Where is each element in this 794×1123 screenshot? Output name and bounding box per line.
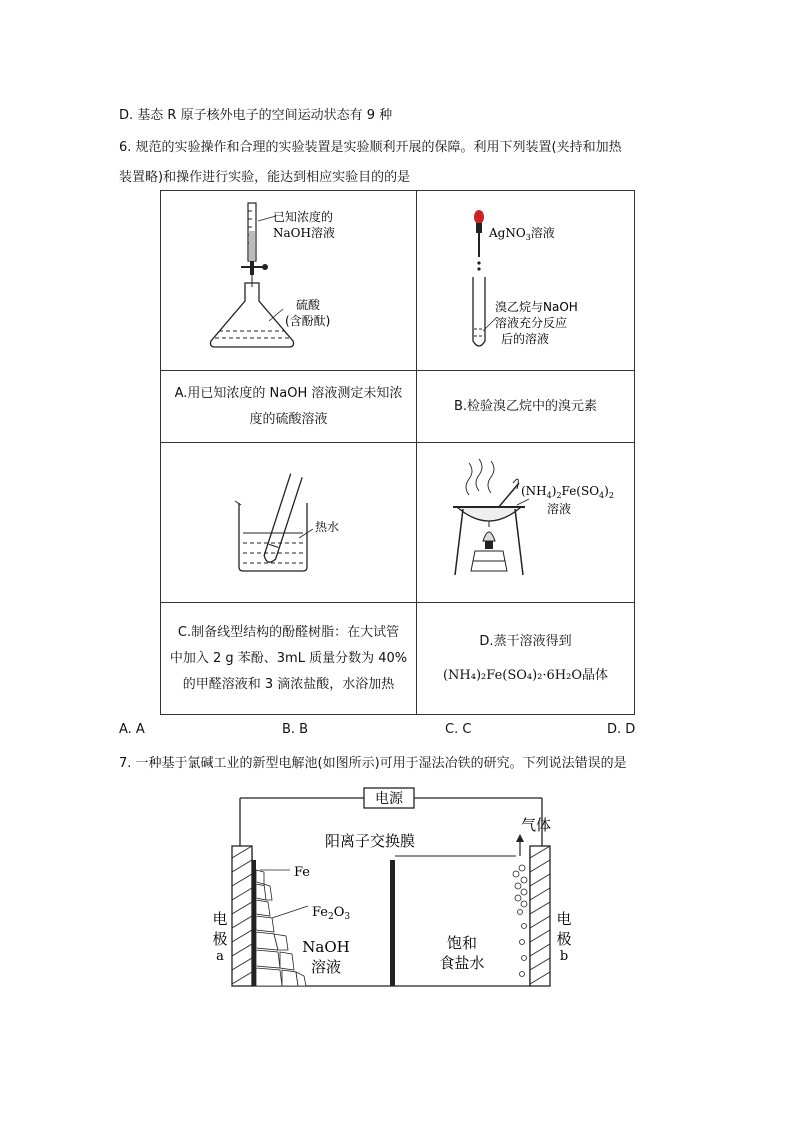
q7-stem: 7. 一种基于氯碱工业的新型电解池(如图所示)可用于湿法冶铁的研究。下列说法错误的是 [119, 756, 627, 771]
a-label-known-conc: 已知浓度的 [273, 210, 334, 224]
q5-option-d: D. 基态 R 原子核外电子的空间运动状态有 9 种 [119, 108, 393, 123]
cell-a-figure [161, 191, 417, 371]
water-bath-figure [161, 443, 416, 598]
a-label-sulfuric-acid: 硫酸 [296, 298, 321, 312]
c-caption-line2: 中加入 2 g 苯酚、3mL 质量分数为 40% [169, 650, 408, 666]
a-caption-line1: A.用已知浓度的 NaOH 溶液测定未知浓 [174, 385, 403, 401]
q6-option-a: A. A [119, 722, 145, 737]
a-label-naoh: NaOH溶液 [273, 226, 335, 240]
brine-label-1: 饱和 [446, 934, 478, 952]
q6-option-b: B. B [282, 722, 309, 737]
cell-c-caption [161, 603, 417, 715]
power-source-label: 电源 [375, 791, 403, 807]
q6-option-d: D. D [607, 722, 636, 737]
b-label-agno3: AgNO$_3$溶液 [489, 226, 555, 242]
d-caption-line2: (NH₄)₂Fe(SO₄)₂·6H₂O晶体 [442, 667, 609, 683]
fe-label: Fe [294, 865, 311, 880]
d-caption-line1: D.蒸干溶液得到 [479, 633, 572, 649]
c-label-hot-water: 热水 [315, 520, 340, 534]
electrode-a-label-3: a [216, 949, 224, 964]
naoh-label: NaOH [302, 938, 350, 956]
naoh-solution-label: 溶液 [310, 958, 342, 976]
electrolytic-cell-figure [200, 786, 580, 992]
electrode-b [530, 846, 550, 986]
a-caption-line2: 度的硫酸溶液 [249, 411, 328, 427]
electrode-a-label-1: 电 [212, 910, 228, 928]
cell-c-figure [161, 443, 417, 603]
a-label-phenolphthalein: (含酚酞) [285, 314, 331, 328]
test-tube-silver-nitrate-figure [417, 191, 634, 366]
electrode-b-label-2: 极 [556, 930, 572, 948]
c-caption-line3: 的甲醛溶液和 3 滴浓盐酸，水浴加热 [182, 676, 395, 692]
cell-b-figure [417, 191, 635, 371]
evaporating-dish-figure [417, 443, 634, 598]
fe2o3-label: $Fe_2O_3$ [312, 905, 351, 922]
b-label-bromoethane: 溴乙烷与NaOH [495, 300, 578, 314]
q6-stem-line1: 6. 规范的实验操作和合理的实验装置是实验顺利开展的保障。利用下列装置(夹持和加热 [119, 140, 622, 155]
q6-stem-line2: 装置略)和操作进行实验，能达到相应实验目的的是 [119, 170, 411, 185]
d-label-solution: 溶液 [547, 502, 572, 516]
cation-exchange-membrane [390, 860, 395, 986]
q6-option-c: C. C [445, 722, 472, 737]
electrode-b-label-3: b [559, 949, 569, 964]
q6-table [160, 190, 635, 715]
cell-b-caption [417, 371, 635, 443]
b-label-solution: 后的溶液 [501, 332, 550, 346]
cell-d-figure [417, 443, 635, 603]
brine-label-2: 食盐水 [439, 954, 485, 972]
electrode-a-label-2: 极 [212, 930, 228, 948]
cell-d-caption [417, 603, 635, 715]
electrode-a [232, 846, 252, 986]
cell-a-caption [161, 371, 417, 443]
titration-apparatus-figure [161, 191, 416, 366]
d-label-salt: $(NH_4)_2Fe(SO_4)_2$ [521, 484, 614, 500]
b-label-reacted: 溶液充分反应 [495, 316, 568, 330]
gas-label: 气体 [520, 816, 552, 834]
membrane-label: 阳离子交换膜 [324, 832, 416, 850]
c-caption-line1: C.制备线型结构的酚醛树脂：在大试管 [177, 624, 400, 640]
electrode-b-label-1: 电 [556, 910, 572, 928]
b-caption: B.检验溴乙烷中的溴元素 [453, 398, 598, 414]
